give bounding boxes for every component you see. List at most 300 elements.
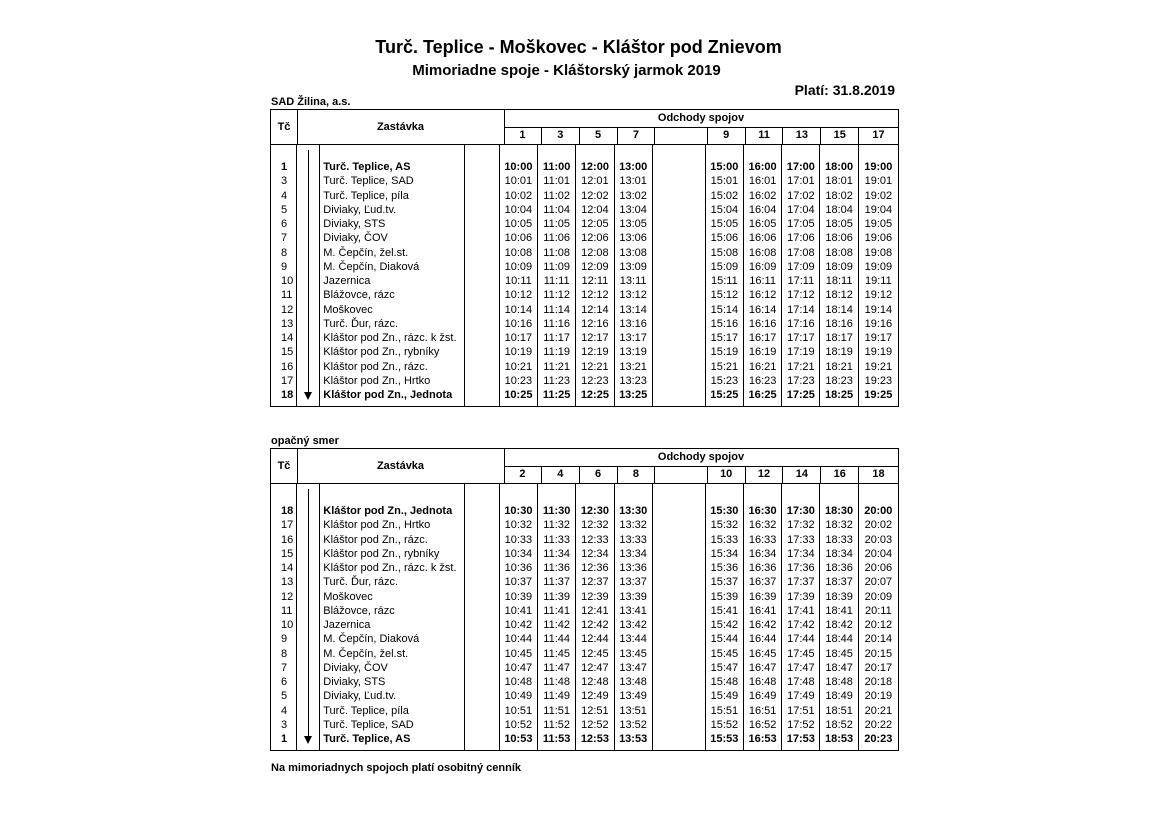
time-cell	[615, 145, 653, 160]
departure-time: 18:08	[820, 246, 858, 260]
spoj-number: 2	[504, 466, 542, 483]
departure-time: 18:19	[820, 345, 858, 359]
departure-time: 11:02	[538, 189, 576, 203]
time-cell	[744, 484, 782, 504]
departure-time	[653, 331, 706, 345]
spacer-cell	[465, 561, 499, 575]
departure-time: 16:36	[744, 561, 782, 575]
departure-time: 10:49	[500, 689, 538, 703]
departure-time: 11:17	[538, 331, 576, 345]
departure-time	[653, 360, 706, 374]
departure-time: 17:02	[782, 189, 820, 203]
departure-time: 12:48	[576, 675, 614, 689]
departure-time	[653, 388, 706, 402]
departure-time: 13:16	[615, 317, 653, 331]
departure-time: 13:12	[615, 288, 653, 302]
departure-time: 20:12	[864, 619, 893, 631]
departure-time: 13:52	[615, 718, 653, 732]
departure-time: 17:16	[782, 317, 820, 331]
departure-time: 10:39	[500, 590, 538, 604]
departure-time: 15:00	[706, 160, 744, 174]
spacer-cell	[465, 518, 499, 532]
time-cell	[615, 484, 653, 504]
departure-time: 16:04	[744, 203, 782, 217]
departure-time: 15:37	[706, 575, 744, 589]
departure-time: 13:00	[615, 160, 653, 174]
departure-time	[653, 661, 706, 675]
table-row	[271, 160, 898, 174]
departure-time: 11:51	[538, 704, 576, 718]
time-cell	[706, 402, 744, 406]
departure-time: 19:11	[864, 275, 892, 287]
departure-time: 11:14	[538, 303, 576, 317]
spacer-cell	[465, 231, 499, 245]
stop-order-number: 8	[271, 647, 297, 661]
spacer-row	[271, 402, 898, 406]
spoj-number: 18	[872, 468, 885, 480]
spacer-cell	[465, 246, 499, 260]
departure-time: 10:17	[500, 331, 538, 345]
spoj-number: 14	[783, 466, 821, 483]
departure-time: 15:23	[706, 374, 744, 388]
departure-time: 18:30	[820, 504, 858, 518]
departure-time: 11:19	[538, 345, 576, 359]
stop-name: Turč. Teplice, AS	[320, 160, 465, 174]
departure-time: 10:21	[500, 360, 538, 374]
table-row	[271, 647, 898, 661]
stop-order-number: 15	[271, 547, 297, 561]
departure-time: 10:41	[500, 604, 538, 618]
time-cell	[782, 746, 820, 750]
table-row	[271, 174, 898, 188]
departure-time: 17:23	[782, 374, 820, 388]
table-row	[271, 303, 898, 317]
departure-time	[653, 217, 706, 231]
departure-time: 11:45	[538, 647, 576, 661]
spacer-cell	[465, 718, 499, 732]
spacer-cell	[465, 345, 499, 359]
departure-time: 13:42	[615, 618, 653, 632]
table-row	[271, 374, 898, 388]
spacer-cell	[465, 160, 499, 174]
stop-order-number: 13	[271, 317, 297, 331]
departure-time: 15:49	[706, 689, 744, 703]
departure-time: 17:39	[782, 590, 820, 604]
departure-time: 18:23	[820, 374, 858, 388]
direction-arrow-icon	[304, 736, 312, 744]
departure-time: 17:53	[782, 732, 820, 746]
departure-time: 10:06	[500, 231, 538, 245]
stop-order-number: 15	[271, 345, 297, 359]
departure-time: 12:52	[576, 718, 614, 732]
direction-arrow-icon	[304, 392, 312, 400]
table-row	[271, 704, 898, 718]
table-row	[271, 661, 898, 675]
departure-time	[653, 317, 706, 331]
stop-name: Jazernica	[320, 618, 465, 632]
departure-time: 16:51	[744, 704, 782, 718]
departure-time: 16:45	[744, 647, 782, 661]
spacer-row	[271, 484, 898, 504]
spoj-number: 11	[746, 127, 784, 144]
departure-time: 11:30	[538, 504, 576, 518]
departure-time: 19:06	[864, 232, 893, 245]
departure-time	[653, 189, 706, 203]
departure-time: 12:53	[576, 732, 614, 746]
departure-time: 17:12	[782, 288, 820, 302]
table-row	[271, 590, 898, 604]
spoj-number	[655, 466, 707, 483]
departure-time: 10:16	[500, 317, 538, 331]
departure-time: 10:53	[500, 732, 538, 746]
departure-time: 11:34	[538, 547, 576, 561]
departure-time: 12:06	[576, 231, 614, 245]
departure-time: 16:42	[744, 618, 782, 632]
table-row	[271, 632, 898, 646]
reverse-timetable	[270, 448, 899, 751]
departure-time: 11:04	[538, 203, 576, 217]
departure-time: 10:25	[500, 388, 538, 402]
table-row	[271, 360, 898, 374]
table-body	[271, 484, 898, 750]
departure-time: 12:09	[576, 260, 614, 274]
stop-name: Turč. Ďur, rázc.	[320, 317, 465, 331]
header-tc: Tč	[271, 110, 298, 144]
spacer-cell	[465, 547, 499, 561]
departure-time: 15:34	[706, 547, 744, 561]
departure-time: 16:39	[744, 590, 782, 604]
departure-time: 15:17	[706, 331, 744, 345]
departure-time: 18:39	[820, 590, 858, 604]
departure-time: 13:06	[615, 231, 653, 245]
departure-time: 16:11	[744, 274, 782, 288]
departure-time: 16:53	[744, 732, 782, 746]
departure-time: 16:49	[744, 689, 782, 703]
table-row	[271, 189, 898, 203]
departure-time: 10:36	[500, 561, 538, 575]
departure-time: 11:05	[538, 217, 576, 231]
departure-time: 16:08	[744, 246, 782, 260]
departure-time: 16:23	[744, 374, 782, 388]
stop-name: M. Čepčín, žel.st.	[320, 647, 465, 661]
spacer-cell	[465, 675, 499, 689]
departure-time: 17:52	[782, 718, 820, 732]
departure-time: 20:17	[864, 661, 893, 674]
time-cell	[782, 402, 820, 406]
departure-time: 11:39	[538, 590, 576, 604]
time-cell	[859, 746, 898, 750]
departure-time: 15:25	[706, 388, 744, 402]
departure-time: 12:02	[576, 189, 614, 203]
table-header	[271, 449, 898, 484]
stop-name: Kláštor pod Zn., rázc. k žst.	[320, 331, 465, 345]
departure-time: 17:25	[782, 388, 820, 402]
departure-time: 20:06	[864, 562, 893, 574]
departure-time: 18:49	[820, 689, 858, 703]
departure-time: 20:02	[864, 519, 893, 532]
departure-time: 15:08	[706, 246, 744, 260]
departure-time: 18:37	[820, 575, 858, 589]
stop-order-number: 4	[271, 189, 297, 203]
stop-name: Kláštor pod Zn., rázc.	[320, 360, 465, 374]
spacer-cell	[465, 484, 499, 504]
tc-cell	[271, 402, 297, 406]
departure-time: 10:14	[500, 303, 538, 317]
time-cell	[538, 145, 576, 160]
departure-time: 11:32	[538, 518, 576, 532]
departure-time: 10:11	[500, 274, 538, 288]
departure-time: 15:06	[706, 231, 744, 245]
departure-time: 16:44	[744, 632, 782, 646]
departure-time: 15:44	[706, 632, 744, 646]
stop-name: Turč. Teplice, AS	[320, 732, 465, 746]
spacer-cell	[465, 661, 499, 675]
spoj-number: 12	[746, 466, 784, 483]
departure-time: 17:34	[782, 547, 820, 561]
departure-time: 13:49	[615, 689, 653, 703]
departure-time: 18:34	[820, 547, 858, 561]
departure-time: 11:33	[538, 533, 576, 547]
departure-time: 15:11	[706, 274, 744, 288]
departure-time	[653, 561, 706, 575]
table-row	[271, 260, 898, 274]
time-cell	[782, 145, 820, 160]
stop-order-number: 5	[271, 203, 297, 217]
departure-time: 18:51	[820, 704, 858, 718]
stop-order-number: 12	[271, 590, 297, 604]
departure-time: 10:32	[500, 518, 538, 532]
stop-name: Diviaky, Ľud.tv.	[320, 203, 465, 217]
departure-time: 11:06	[538, 231, 576, 245]
departure-time: 11:08	[538, 246, 576, 260]
spacer-cell	[465, 590, 499, 604]
departure-time: 15:01	[706, 174, 744, 188]
departure-time: 12:00	[576, 160, 614, 174]
stop-name: Turč. Teplice, SAD	[320, 174, 465, 188]
departure-time: 17:36	[782, 561, 820, 575]
spacer-cell	[465, 288, 499, 302]
time-cell	[744, 402, 782, 406]
departure-time: 11:37	[538, 575, 576, 589]
departure-time: 15:04	[706, 203, 744, 217]
departure-time: 18:09	[820, 260, 858, 274]
departure-time: 11:01	[538, 174, 576, 188]
time-cell	[500, 484, 538, 504]
spacer-cell	[465, 260, 499, 274]
departure-time: 16:30	[744, 504, 782, 518]
table-row	[271, 547, 898, 561]
stop-name: Kláštor pod Zn., Hrtko	[320, 518, 465, 532]
spoj-number: 16	[821, 466, 859, 483]
table-row	[271, 718, 898, 732]
stop-cell	[320, 402, 465, 406]
departure-time	[653, 246, 706, 260]
departure-time: 12:39	[576, 590, 614, 604]
departure-time: 13:04	[615, 203, 653, 217]
stop-order-number: 16	[271, 360, 297, 374]
spacer-cell	[465, 647, 499, 661]
stop-order-number: 9	[271, 260, 297, 274]
departure-time: 18:41	[820, 604, 858, 618]
spacer-cell	[465, 704, 499, 718]
departure-time: 12:17	[576, 331, 614, 345]
departure-time: 19:05	[864, 218, 893, 230]
departure-time: 10:37	[500, 575, 538, 589]
table-row	[271, 518, 898, 532]
time-cell	[653, 145, 706, 160]
departure-time: 19:17	[864, 332, 893, 344]
stop-name: Turč. Ďur, rázc.	[320, 575, 465, 589]
spacer-cell	[465, 145, 499, 160]
table-row	[271, 504, 898, 518]
departure-time: 13:37	[615, 575, 653, 589]
departure-time: 20:15	[864, 647, 893, 660]
departure-time: 19:02	[864, 189, 893, 202]
time-cell	[538, 484, 576, 504]
departure-time: 16:12	[744, 288, 782, 302]
departure-time: 20:07	[864, 576, 893, 589]
time-cell	[576, 145, 614, 160]
stop-name: M. Čepčín, žel.st.	[320, 246, 465, 260]
table-row	[271, 561, 898, 575]
spacer-cell	[465, 689, 499, 703]
departure-time	[653, 260, 706, 274]
departure-time: 17:41	[782, 604, 820, 618]
stop-name: Diviaky, Ľud.tv.	[320, 689, 465, 703]
departure-time: 16:34	[744, 547, 782, 561]
departure-time: 15:12	[706, 288, 744, 302]
departure-time: 18:02	[820, 189, 858, 203]
spacer-cell	[465, 374, 499, 388]
departure-time: 10:52	[500, 718, 538, 732]
spacer-cell	[465, 189, 499, 203]
departure-time: 13:11	[615, 274, 653, 288]
time-cell	[820, 484, 858, 504]
departure-time	[653, 632, 706, 646]
timetable-subtitle: Mimoriadne spoje - Kláštorský jarmok 2019	[412, 62, 721, 79]
table-row	[271, 533, 898, 547]
spacer-cell	[465, 402, 499, 406]
departure-time: 18:52	[820, 718, 858, 732]
stop-order-number: 8	[271, 246, 297, 260]
departure-time: 20:18	[864, 676, 893, 688]
departure-time: 15:45	[706, 647, 744, 661]
departure-time: 15:30	[706, 504, 744, 518]
departure-time: 13:23	[615, 374, 653, 388]
stop-order-number: 9	[271, 632, 297, 646]
departure-time: 16:37	[744, 575, 782, 589]
departure-time: 10:34	[500, 547, 538, 561]
departure-time: 20:11	[864, 604, 892, 617]
departure-time: 16:02	[744, 189, 782, 203]
spacer-cell	[465, 746, 499, 750]
time-cell	[576, 746, 614, 750]
departure-time: 20:22	[864, 718, 893, 731]
stop-order-number: 17	[271, 374, 297, 388]
stop-order-number: 17	[271, 518, 297, 532]
departure-time: 19:00	[864, 161, 893, 173]
spacer-cell	[465, 274, 499, 288]
time-cell	[744, 145, 782, 160]
departure-time: 13:44	[615, 632, 653, 646]
departure-time: 13:39	[615, 590, 653, 604]
departure-time: 17:51	[782, 704, 820, 718]
departure-time: 20:00	[864, 505, 893, 517]
reverse-direction-label: opačný smer	[271, 435, 339, 447]
table-row	[271, 203, 898, 217]
stop-order-number: 12	[271, 303, 297, 317]
departure-time: 16:48	[744, 675, 782, 689]
time-cell	[820, 402, 858, 406]
departure-time: 15:52	[706, 718, 744, 732]
departure-time: 19:21	[864, 360, 893, 373]
departure-time: 15:36	[706, 561, 744, 575]
header-tc: Tč	[271, 449, 298, 483]
forward-timetable	[270, 109, 899, 407]
departure-time: 10:02	[500, 189, 538, 203]
spoj-number: 15	[821, 127, 859, 144]
stop-order-number: 10	[271, 274, 297, 288]
departure-time: 11:16	[538, 317, 576, 331]
departure-time: 15:19	[706, 345, 744, 359]
departure-time: 12:37	[576, 575, 614, 589]
departure-time: 17:30	[782, 504, 820, 518]
departure-time: 11:23	[538, 374, 576, 388]
departure-time: 12:51	[576, 704, 614, 718]
departure-time: 18:21	[820, 360, 858, 374]
departure-time: 11:00	[538, 160, 576, 174]
stop-name: Jazernica	[320, 274, 465, 288]
departure-time: 17:37	[782, 575, 820, 589]
stop-name: Kláštor pod Zn., Jednota	[320, 388, 465, 402]
departure-time: 17:48	[782, 675, 820, 689]
departure-time: 12:45	[576, 647, 614, 661]
departure-time	[653, 618, 706, 632]
departure-time: 15:47	[706, 661, 744, 675]
departure-time: 12:01	[576, 174, 614, 188]
departure-time: 20:09	[864, 590, 893, 603]
departure-time: 13:21	[615, 360, 653, 374]
departure-time: 17:19	[782, 345, 820, 359]
spoj-number: 6	[580, 466, 618, 483]
departure-time: 19:12	[864, 289, 893, 302]
spacer-cell	[465, 331, 499, 345]
departure-time: 13:05	[615, 217, 653, 231]
spoj-number: 8	[618, 466, 656, 483]
table-header	[271, 110, 898, 145]
departure-time	[653, 174, 706, 188]
departure-time: 12:42	[576, 618, 614, 632]
departure-time: 18:01	[820, 174, 858, 188]
departure-time	[653, 288, 706, 302]
departure-time: 19:04	[864, 203, 893, 216]
departure-time: 19:08	[864, 246, 893, 259]
departure-time: 17:33	[782, 533, 820, 547]
time-cell	[706, 484, 744, 504]
departure-time: 15:02	[706, 189, 744, 203]
stop-name: Moškovec	[320, 590, 465, 604]
departure-time: 16:25	[744, 388, 782, 402]
time-cell	[859, 484, 898, 504]
spoj-number: 9	[708, 127, 746, 144]
stop-name: M. Čepčín, Diaková	[320, 632, 465, 646]
departure-time	[653, 231, 706, 245]
departure-time: 17:44	[782, 632, 820, 646]
departure-time: 18:45	[820, 647, 858, 661]
operator-label: SAD Žilina, a.s.	[271, 96, 351, 108]
header-odchody-spojov: Odchody spojov	[504, 110, 898, 128]
departure-time: 13:01	[615, 174, 653, 188]
